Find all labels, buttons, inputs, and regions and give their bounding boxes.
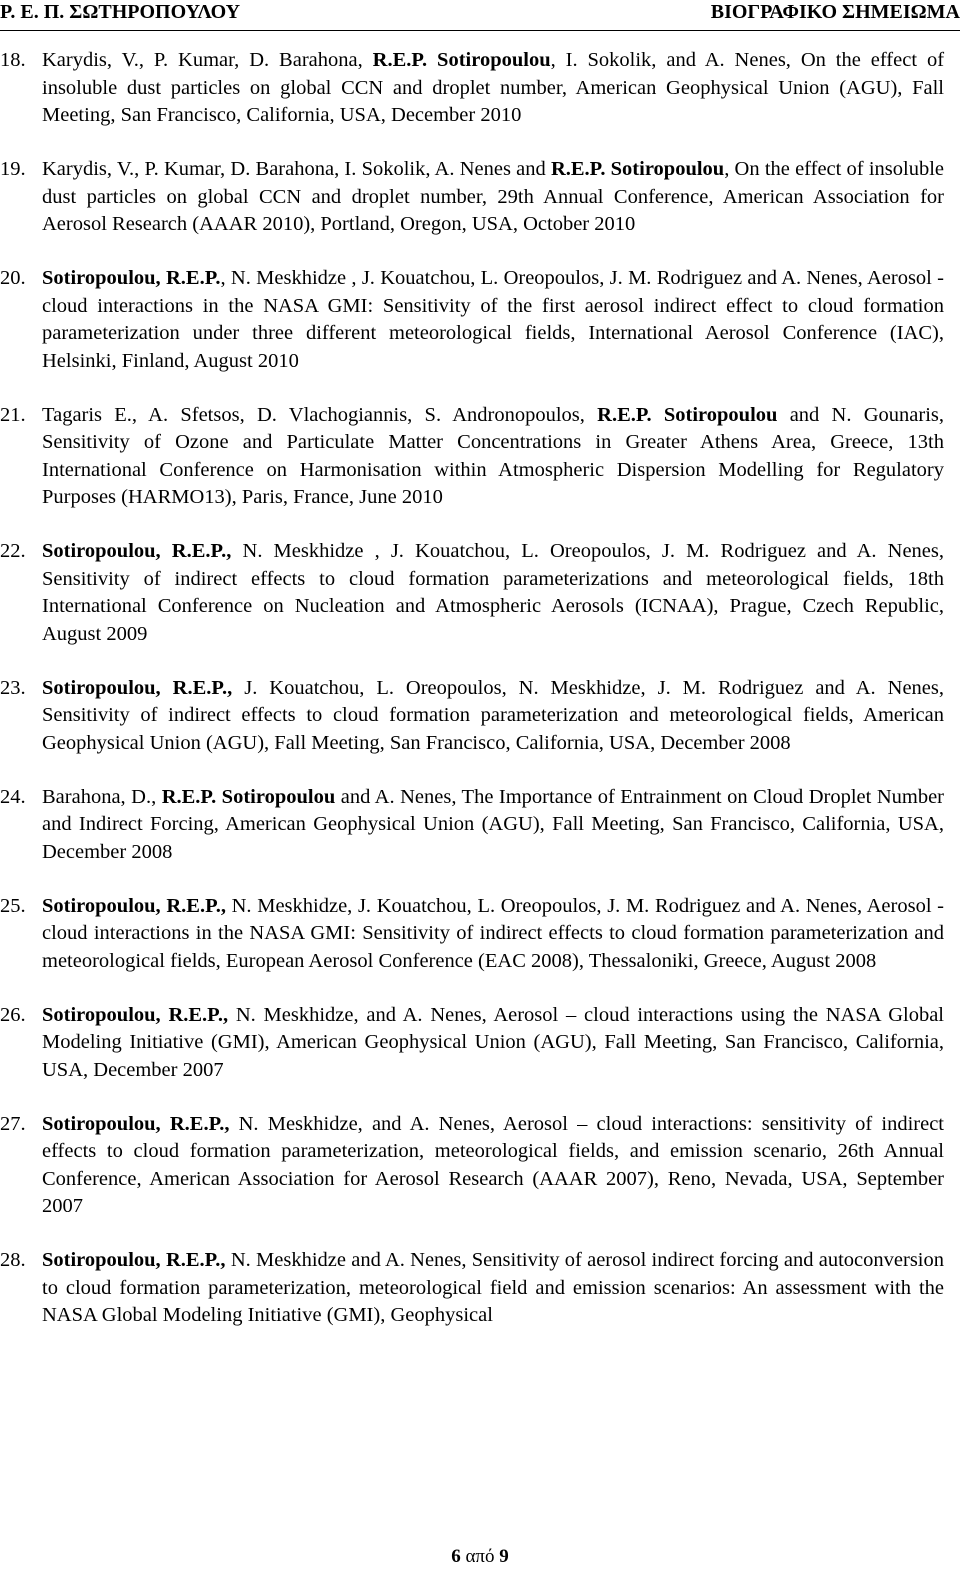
entry-number: 19.	[0, 157, 26, 180]
entry-citation: N. Meskhidze, and A. Nenes, Aerosol – cloud interactions using the NASA Global Modeling Initiative (GMI), American Geophysical Union (AGU), Fall Meeting, San Francisco, California, USA, December 2007	[42, 1003, 945, 1081]
entry-author-highlight: Sotiropoulou, R.E.P.,	[42, 1003, 229, 1026]
publication-entry-24	[0, 784, 944, 867]
publication-entry-25	[0, 893, 944, 976]
publication-entry-19	[0, 156, 944, 239]
entry-number: 23.	[0, 676, 26, 699]
entry-citation: , N. Meskhidze , J. Kouatchou, L. Oreopoulos, J. M. Rodriguez and A. Nenes, Aerosol - cloud interactions in the NASA GMI: Sensitivity of the first aerosol indirect effect to cloud formation parameterization under three different meteorological fields, International Aerosol Conference (IAC), Helsinki, Finland, August 2010	[42, 266, 944, 372]
entry-citation: N. Meskhidze, J. Kouatchou, L. Oreopoulos, J. M. Rodriguez and A. Nenes, Aerosol - cloud interactions in the NASA GMI: Sensitivity of indirect effects to cloud formation parameterization and meteorological fields, European Aerosol Conference (EAC 2008), Thessaloniki, Greece, August 2008	[42, 894, 945, 972]
entry-author-highlight: R.E.P. Sotiropoulou	[550, 157, 725, 180]
publication-entry-20	[0, 265, 944, 375]
entry-authors-before: Karydis, V., P. Kumar, D. Barahona,	[42, 49, 373, 71]
publication-entry-21	[0, 402, 944, 512]
publication-entry-18	[0, 47, 944, 130]
entry-number: 27.	[0, 1112, 26, 1135]
publication-entry-22	[0, 538, 944, 648]
header-doc-title: ΒΙΟΓΡΑΦΙΚΟ ΣΗΜΕΙΩΜΑ	[710, 1, 960, 23]
entry-citation: , On the effect of insoluble dust particles on global CCN and droplet number, 29th Annual Conference, American Association for Aerosol Research (AAAR 2010), Portland, Oregon, USA, October 2010	[42, 157, 945, 236]
entry-citation: , I. Sokolik, and A. Nenes, On the effect of insoluble dust particles on global CCN and droplet number, American Geophysical Union (AGU), Fall Meeting, San Francisco, California, USA, December 2010	[42, 49, 945, 127]
page-number: 6	[451, 1546, 461, 1567]
entry-number: 28.	[0, 1249, 26, 1272]
entry-citation: N. Meskhidze , J. Kouatchou, L. Oreopoulos, J. M. Rodriguez and A. Nenes, Sensitivity of indirect effects to cloud formation parameterizations and meteorological fields, 18th International Conference on Nucleation and Atmospheric Aerosols (ICNAA), Prague, Czech Republic, August 2009	[42, 540, 944, 645]
entry-authors-before: Barahona, D.,	[42, 785, 162, 808]
page-footer	[0, 1546, 960, 1568]
entry-author-highlight: Sotiropoulou, R.E.P.,	[42, 1112, 230, 1135]
entry-number: 24.	[0, 785, 26, 808]
page-of-label: από	[465, 1546, 495, 1567]
entry-citation: and A. Nenes, The Importance of Entrainment on Cloud Droplet Number and Indirect Forcing, American Geophysical Union (AGU), Fall Meeting, San Francisco, California, USA, December 2008	[42, 785, 944, 863]
publication-entry-27	[0, 1111, 944, 1221]
entry-author-highlight: R.E.P. Sotiropoulou	[161, 785, 336, 808]
entry-number: 21.	[0, 403, 26, 426]
entry-citation: N. Meskhidze, and A. Nenes, Aerosol – cloud interactions: sensitivity of indirect effects to cloud formation parameterization, meteorological fields, and emission scenario, 26th Annual Conference, American Association for Aerosol Research (AAAR 2007), Reno, Nevada, USA, September 2007	[42, 1112, 945, 1218]
publication-entry-28	[0, 1247, 944, 1330]
publication-list	[0, 47, 944, 1330]
entry-number: 18.	[0, 49, 26, 71]
entry-author-highlight: Sotiropoulou, R.E.P.,	[42, 540, 232, 563]
header-author: Ρ. Ε. Π. ΣΩΤΗΡΟΠΟΥΛΟΥ	[0, 1, 241, 23]
entry-author-highlight: Sotiropoulou, R.E.P.	[42, 266, 221, 289]
entry-citation: and N. Gounaris, Sensitivity of Ozone and Particulate Matter Concentrations in Greater Athens Area, Greece, 13th International Conference on Harmonisation within Atmospheric Dispersion Modelling for Regulatory Purposes (HARMO13), Paris, France, June 2010	[42, 403, 944, 509]
page-total: 9	[499, 1546, 509, 1567]
entry-authors-before: Tagaris E., A. Sfetsos, D. Vlachogiannis, S. Andronopoulos,	[42, 403, 598, 426]
entry-author-highlight: Sotiropoulou, R.E.P.,	[42, 676, 233, 699]
entry-citation: N. Meskhidze and A. Nenes, Sensitivity of aerosol indirect forcing and autoconversion to cloud formation parameterization, meteorological field and emission scenarios: An assessment with the NASA Global Modeling Initiative (GMI), Geophysical	[42, 1249, 944, 1327]
page-header	[0, 0, 960, 31]
entry-author-highlight: Sotiropoulou, R.E.P.,	[42, 894, 226, 917]
entry-number: 20.	[0, 266, 26, 289]
entry-number: 26.	[0, 1003, 26, 1026]
publication-entry-23	[0, 675, 944, 758]
entry-citation: J. Kouatchou, L. Oreopoulos, N. Meskhidze, J. M. Rodriguez and A. Nenes, Sensitivity of indirect effects to cloud formation parameterization and meteorological fields, American Geophysical Union (AGU), Fall Meeting, San Francisco, California, USA, December 2008	[42, 676, 944, 754]
entry-author-highlight: R.E.P. Sotiropoulou	[597, 403, 778, 426]
entry-number: 22.	[0, 540, 26, 563]
entry-number: 25.	[0, 894, 26, 917]
publication-entry-26	[0, 1002, 944, 1085]
entry-authors-before: Karydis, V., P. Kumar, D. Barahona, I. Sokolik, A. Nenes and	[42, 157, 551, 180]
entry-author-highlight: R.E.P. Sotiropoulou	[372, 49, 551, 71]
entry-author-highlight: Sotiropoulou, R.E.P.,	[42, 1249, 226, 1272]
